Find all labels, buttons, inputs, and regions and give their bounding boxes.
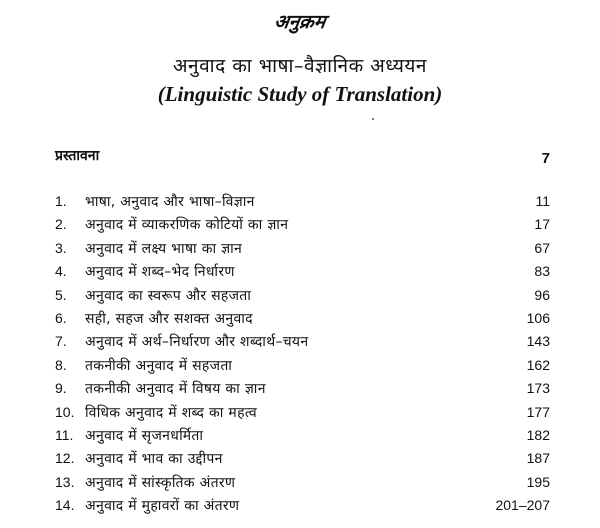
toc-entry (55, 426, 550, 449)
toc-entry (55, 473, 550, 496)
toc-entry (55, 286, 550, 309)
chapter-number: 3. (55, 239, 67, 256)
chapter-page: 162 (526, 356, 550, 373)
chapter-page: 195 (526, 473, 550, 490)
chapter-title: अनुवाद में सांस्कृतिक अंतरण (85, 474, 236, 491)
chapter-page: 67 (534, 239, 550, 256)
toc-entry (55, 309, 550, 332)
chapter-title: अनुवाद में अर्थ–निर्धारण और शब्दार्थ–चयन (85, 334, 309, 351)
chapter-number: 13. (55, 473, 75, 490)
chapter-title: भाषा, अनुवाद और भाषा–विज्ञान (85, 194, 255, 210)
chapter-page: 11 (535, 193, 550, 209)
chapter-number: 14. (55, 497, 75, 514)
chapter-number: 9. (55, 380, 67, 397)
preface-row (55, 146, 550, 167)
chapter-number: 6. (55, 309, 67, 326)
chapter-page: 201–207 (495, 497, 550, 514)
toc-entry (55, 215, 550, 238)
toc-entry (55, 356, 550, 379)
toc-entry (55, 192, 550, 215)
chapter-number: 10. (55, 403, 75, 420)
toc-entry (55, 262, 550, 285)
table-of-contents (55, 192, 550, 519)
chapter-number: 8. (55, 356, 67, 373)
chapter-title: अनुवाद में भाव का उद्दीपन (85, 451, 223, 468)
toc-entry (55, 379, 550, 402)
chapter-title: अनुवाद में शब्द–भेद निर्धारण (85, 264, 235, 281)
toc-entry (55, 403, 550, 426)
chapter-page: 182 (526, 426, 550, 443)
chapter-title: विधिक अनुवाद में शब्द का महत्व (85, 404, 257, 421)
chapter-title: सही, सहज और सशक्त अनुवाद (85, 310, 253, 327)
chapter-number: 7. (55, 333, 67, 350)
toc-entry (55, 332, 550, 355)
preface-page-number: 7 (541, 150, 550, 167)
book-title-english: (Linguistic Study of Translation) (157, 82, 443, 106)
preface-label: प्रस्तावना (55, 148, 100, 164)
chapter-title: तकनीकी अनुवाद में सहजता (85, 357, 233, 374)
chapter-title: अनुवाद में सृजनधर्मिता (85, 427, 204, 444)
book-title-hindi: अनुवाद का भाषा–वैज्ञानिक अध्ययन (173, 55, 427, 77)
chapter-number: 4. (55, 263, 67, 280)
chapter-title: तकनीकी अनुवाद में विषय का ज्ञान (85, 381, 266, 398)
chapter-page: 173 (526, 380, 550, 397)
chapter-page: 106 (526, 309, 550, 326)
chapter-number: 11. (55, 426, 74, 443)
toc-entry (55, 239, 550, 262)
chapter-page: 177 (526, 403, 550, 420)
print-speck (372, 118, 374, 120)
chapter-page: 96 (534, 286, 550, 303)
chapter-number: 12. (55, 450, 75, 467)
toc-entry (55, 449, 550, 472)
toc-entry (55, 496, 550, 519)
chapter-title: अनुवाद में लक्ष्य भाषा का ज्ञान (85, 240, 243, 257)
chapter-number: 5. (55, 286, 67, 303)
chapter-number: 2. (55, 216, 67, 233)
chapter-number: 1. (55, 193, 67, 209)
chapter-page: 187 (526, 450, 550, 467)
chapter-title: अनुवाद में मुहावरों का अंतरण (85, 498, 240, 515)
chapter-page: 17 (534, 216, 550, 233)
chapter-page: 83 (534, 263, 550, 280)
contents-heading: अनुक्रम (272, 11, 327, 33)
chapter-page: 143 (526, 333, 550, 350)
chapter-title: अनुवाद का स्वरूप और सहजता (85, 287, 252, 304)
chapter-title: अनुवाद में व्याकरणिक कोटियों का ज्ञान (85, 217, 289, 234)
